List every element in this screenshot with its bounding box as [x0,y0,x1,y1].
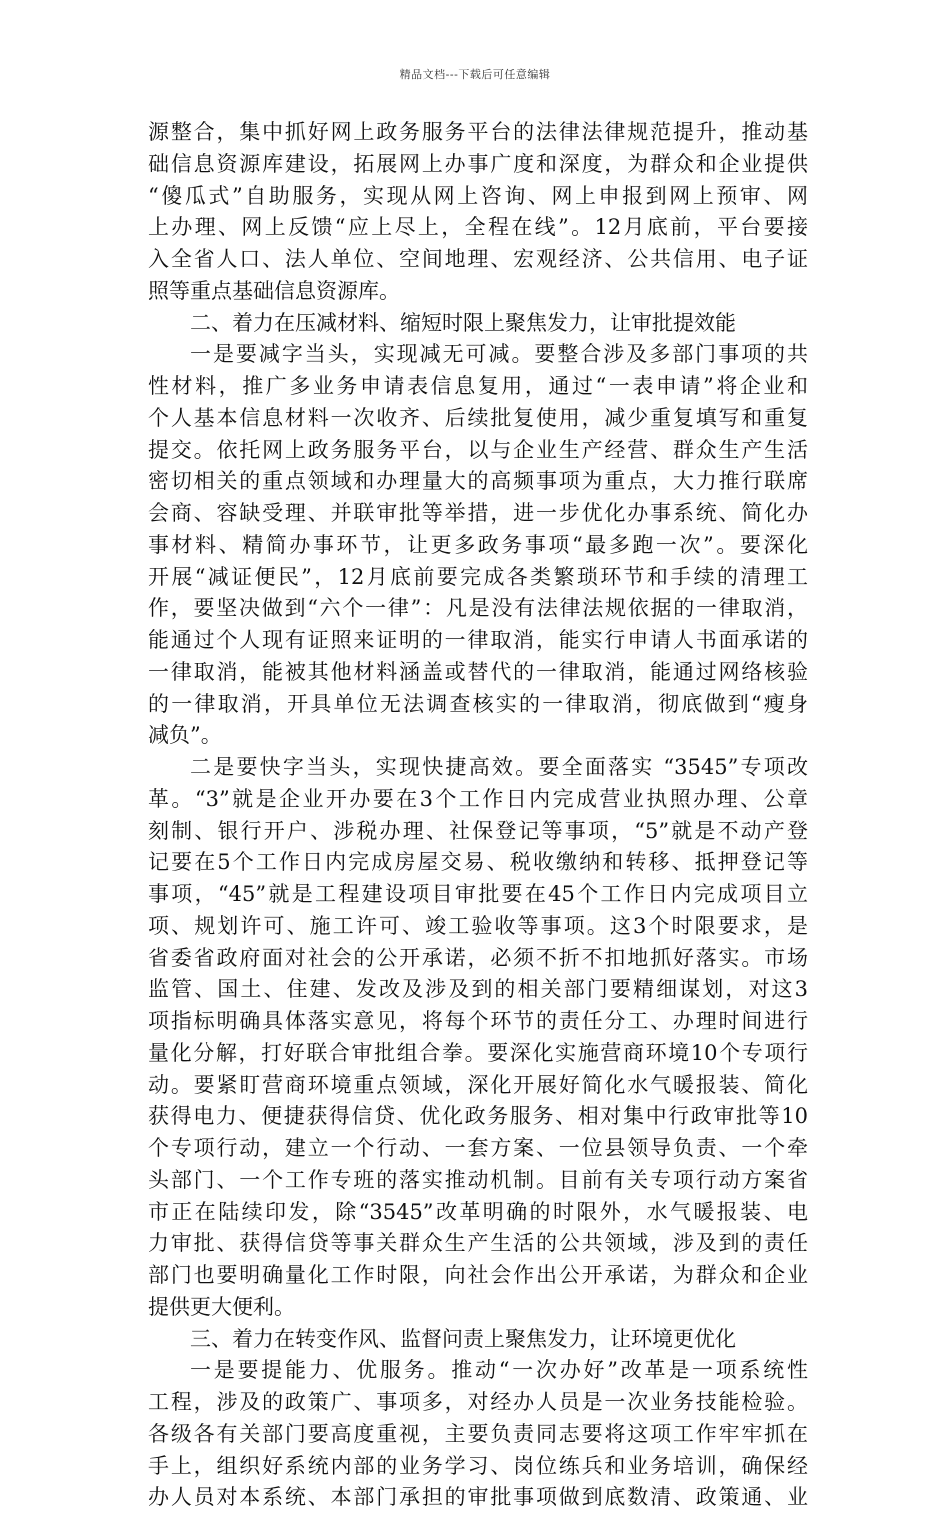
text-line: 二、着力在压减材料、缩短时限上聚焦发力，让审批提效能 [190,310,736,335]
text-line: 事材料、精简办事环节，让更多政务事项“最多跑一次”。要深化 [148,532,808,557]
text-line: 市正在陆续印发，除“3545”改革明确的时限外，水气暖报装、电 [148,1199,808,1224]
text-line: 事项，“45”就是工程建设项目审批要在45个工作日内完成项目立 [148,882,808,906]
text-line: 的一律取消，开具单位无法调查核实的一律取消，彻底做到“瘦身 [148,691,808,716]
text-line: 量化分解，打好联合审批组合拳。要深化实施营商环境10个专项行 [148,1040,808,1065]
text-line: 础信息资源库建设，拓展网上办事广度和深度，为群众和企业提供 [148,151,808,176]
text-line: 动。要紧盯营商环境重点领域，深化开展好简化水气暖报装、简化 [148,1072,808,1097]
text-line: 性材料，推广多业务申请表信息复用，通过“一表申请”将企业和 [148,374,808,398]
text-line: 作，要坚决做到“六个一律”：凡是没有法律法规依据的一律取消， [148,596,808,621]
text-line: 项、规划许可、施工许可、竣工验收等事项。这3个时限要求，是 [148,913,808,938]
text-line: 源整合，集中抓好网上政务服务平台的法律法律规范提升，推动基 [148,120,808,144]
text-line: 一是要提能力、优服务。推动“一次办好”改革是一项系统性 [190,1358,808,1383]
text-line: 会商、容缺受理、并联审批等举措，进一步优化办事系统、简化办 [148,501,808,525]
text-line: 部门也要明确量化工作时限，向社会作出公开承诺，为群众和企业 [148,1263,808,1287]
text-line: 记要在5个工作日内完成房屋交易、税收缴纳和转移、抵押登记等 [148,850,808,875]
text-line: 能通过个人现有证照来证明的一律取消，能实行申请人书面承诺的 [148,628,808,652]
text-line: 开展“减证便民”，12月底前要完成各类繁琐环节和手续的清理工 [148,564,808,589]
text-line: 提供更大便利。 [148,1294,295,1319]
text-line: “傻瓜式”自助服务，实现从网上咨询、网上申报到网上预审、网 [148,183,808,208]
page-header: 精品文档---下载后可任意编辑 [399,68,551,81]
text-line: 监管、国土、住建、发改及涉及到的相关部门要精细谋划，对这3 [148,977,808,1002]
text-line: 三、着力在转变作风、监督问责上聚焦发力，让环境更优化 [190,1326,736,1351]
text-line: 一是要减字当头，实现减无可减。要整合涉及多部门事项的共 [190,342,808,367]
text-line: 照等重点基础信息资源库。 [148,278,400,303]
text-line: 减负”。 [148,723,222,748]
text-line: 二是要快字当头，实现快捷高效。要全面落实 “3545”专项改 [190,755,808,779]
text-line: 各级各有关部门要高度重视，主要负责同志要将这项工作牢牢抓在 [148,1421,808,1446]
text-line: 项指标明确具体落实意见，将每个环节的责任分工、办理时间进行 [148,1009,808,1033]
text-line: 力审批、获得信贷等事关群众生产生活的公共领域，涉及到的责任 [148,1231,808,1256]
text-line: 省委省政府面对社会的公开承诺，必须不折不扣地抓好落实。市场 [148,945,808,970]
text-line: 获得电力、便捷获得信贷、优化政务服务、相对集中行政审批等10 [148,1104,808,1129]
text-line: 一律取消，能被其他材料涵盖或替代的一律取消，能通过网络核验 [148,659,808,684]
text-line: 办人员对本系统、本部门承担的审批事项做到底数清、政策通、业 [148,1485,808,1510]
text-line: 工程，涉及的政策广、事项多，对经办人员是一次业务技能检验。 [148,1390,808,1414]
text-line: 入全省人口、法人单位、空间地理、宏观经济、公共信用、电子证 [148,247,808,271]
text-line: 刻制、银行开户、涉税办理、社保登记等事项，“5”就是不动产登 [148,818,808,843]
text-line: 个专项行动，建立一个行动、一套方案、一位县领导负责、一个牵 [148,1136,808,1160]
text-line: 上办理、网上反馈“应上尽上，全程在线”。12月底前，平台要接 [148,215,808,240]
text-line: 提交。依托网上政务服务平台，以与企业生产经营、群众生产生活 [148,437,808,462]
text-line: 革。“3”就是企业开办要在3个工作日内完成营业执照办理、公章 [148,786,808,811]
text-line: 个人基本信息材料一次收齐、后续批复使用，减少重复填写和重复 [148,405,808,430]
text-line: 密切相关的重点领域和办理量大的高频事项为重点，大力推行联席 [148,469,808,494]
text-line: 头部门、一个工作专班的落实推动机制。目前有关专项行动方案省 [148,1167,808,1192]
document-body [148,117,808,1514]
text-line: 手上，组织好系统内部的业务学习、岗位练兵和业务培训，确保经 [148,1453,808,1478]
